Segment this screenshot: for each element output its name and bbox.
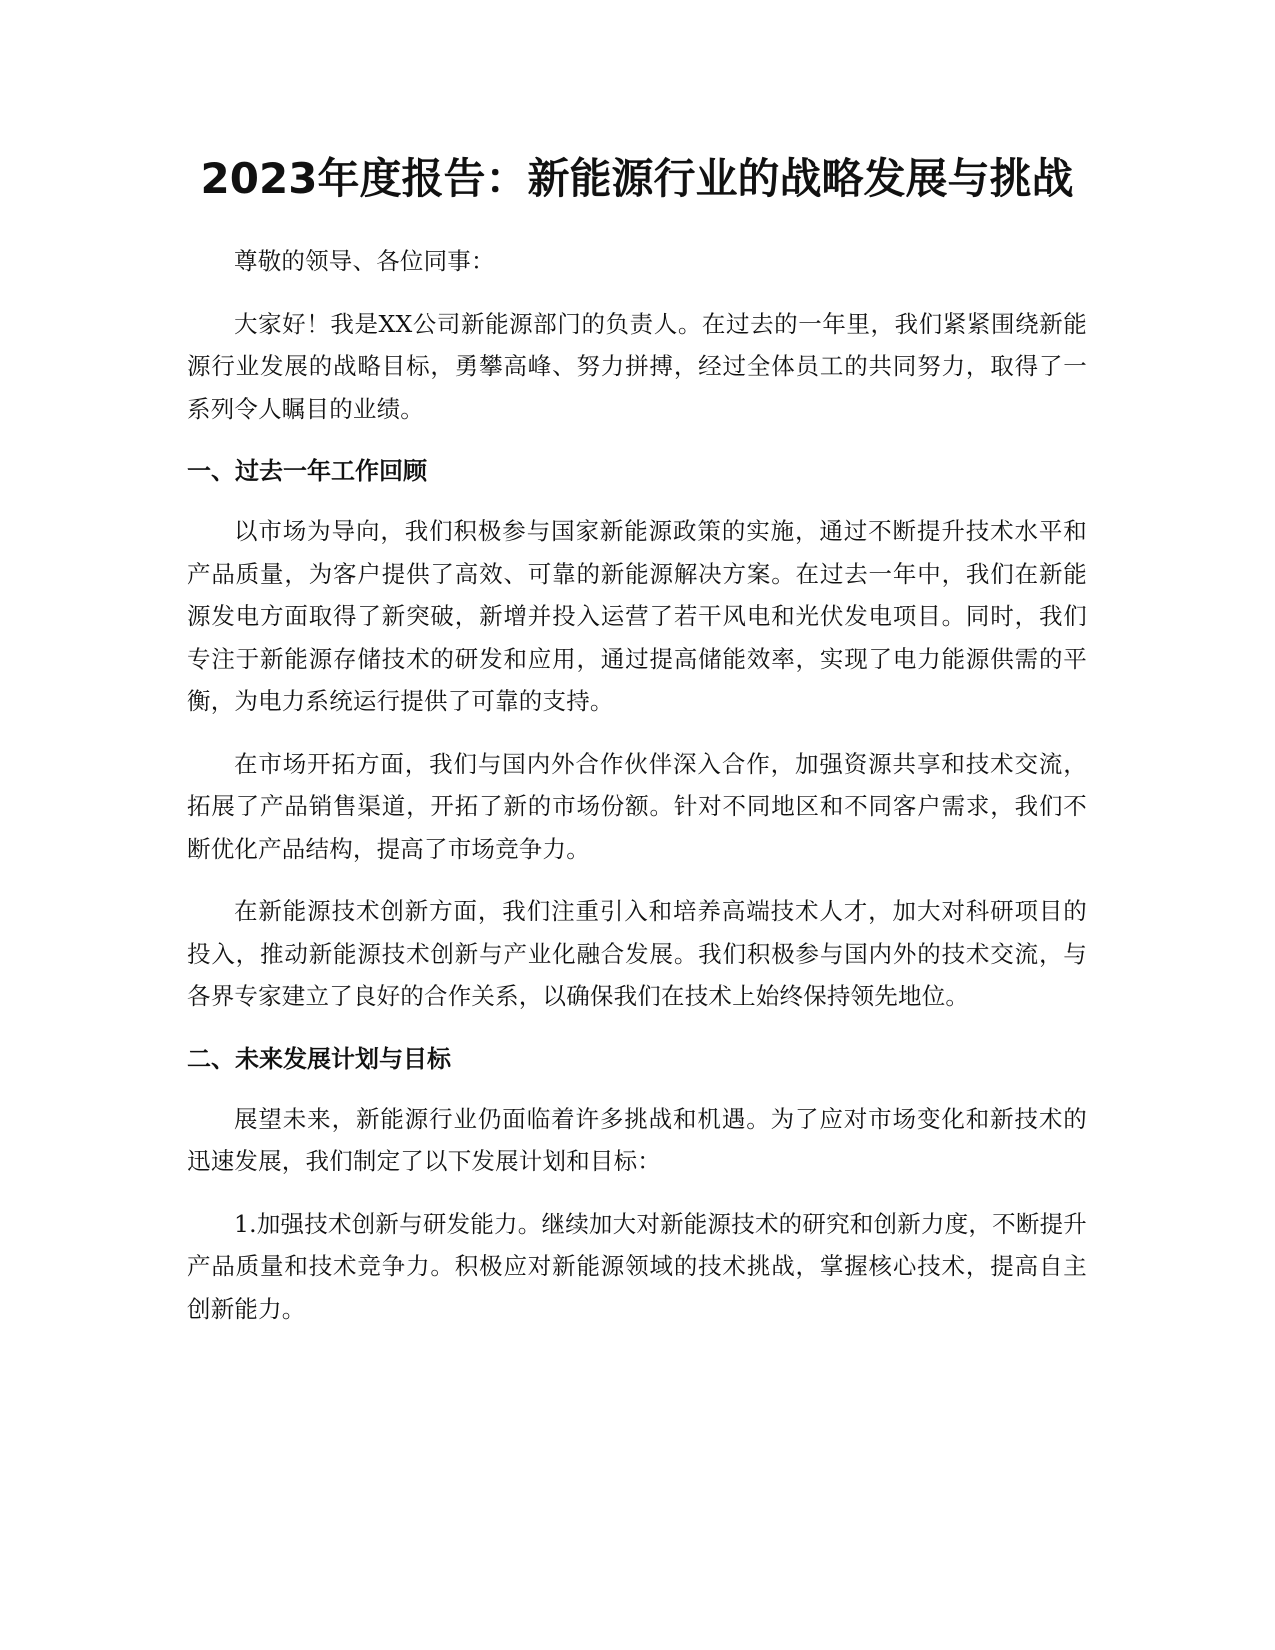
section-heading-review: 一、过去一年工作回顾 [187,457,427,485]
review-paragraph-3: 在新能源技术创新方面，我们注重引入和培养高端技术人才，加大对科研项目的投入，推动新能源技术创新与产业化融合发展。我们积极参与国内外的技术交流，与各界专家建立了良好的合作关系，以确保我们在技术上始终保持领先地位。 [187,897,1087,1010]
plan-paragraph-1: 展望未来，新能源行业仍面临着许多挑战和机遇。为了应对市场变化和新技术的迅速发展，我们制定了以下发展计划和目标： [187,1104,1087,1175]
document-title: 2023年度报告：新能源行业的战略发展与挑战 [200,154,1074,203]
review-paragraph-2: 在市场开拓方面，我们与国内外合作伙伴深入合作，加强资源共享和技术交流，拓展了产品销售渠道，开拓了新的市场份额。针对不同地区和不同客户需求，我们不断优化产品结构，提高了市场竞争力。 [187,749,1087,863]
review-paragraph-1: 以市场为导向，我们积极参与国家新能源政策的实施，通过不断提升技术水平和产品质量，为客户提供了高效、可靠的新能源解决方案。在过去一年中，我们在新能源发电方面取得了新突破，新增并投入运营了若干风电和光伏发电项目。同时，我们专注于新能源存储技术的研发和应用，通过提高储能效率，实现了电力能源供需的平衡，为电力系统运行提供了可靠的支持。 [187,517,1087,715]
salutation-paragraph: 尊敬的领导、各位同事： [234,247,495,275]
intro-paragraph: 大家好！我是XX公司新能源部门的负责人。在过去的一年里，我们紧紧围绕新能源行业发展的战略目标，勇攀高峰、努力拼搏，经过全体员工的共同努力，取得了一系列令人瞩目的业绩。 [187,309,1087,423]
plan-paragraph-2: 1.加强技术创新与研发能力。继续加大对新能源技术的研究和创新力度，不断提升产品质量和技术竞争力。积极应对新能源领域的技术挑战，掌握核心技术，提高自主创新能力。 [187,1209,1087,1323]
section-heading-plan: 二、未来发展计划与目标 [187,1044,451,1073]
document-body [187,140,1087,1350]
